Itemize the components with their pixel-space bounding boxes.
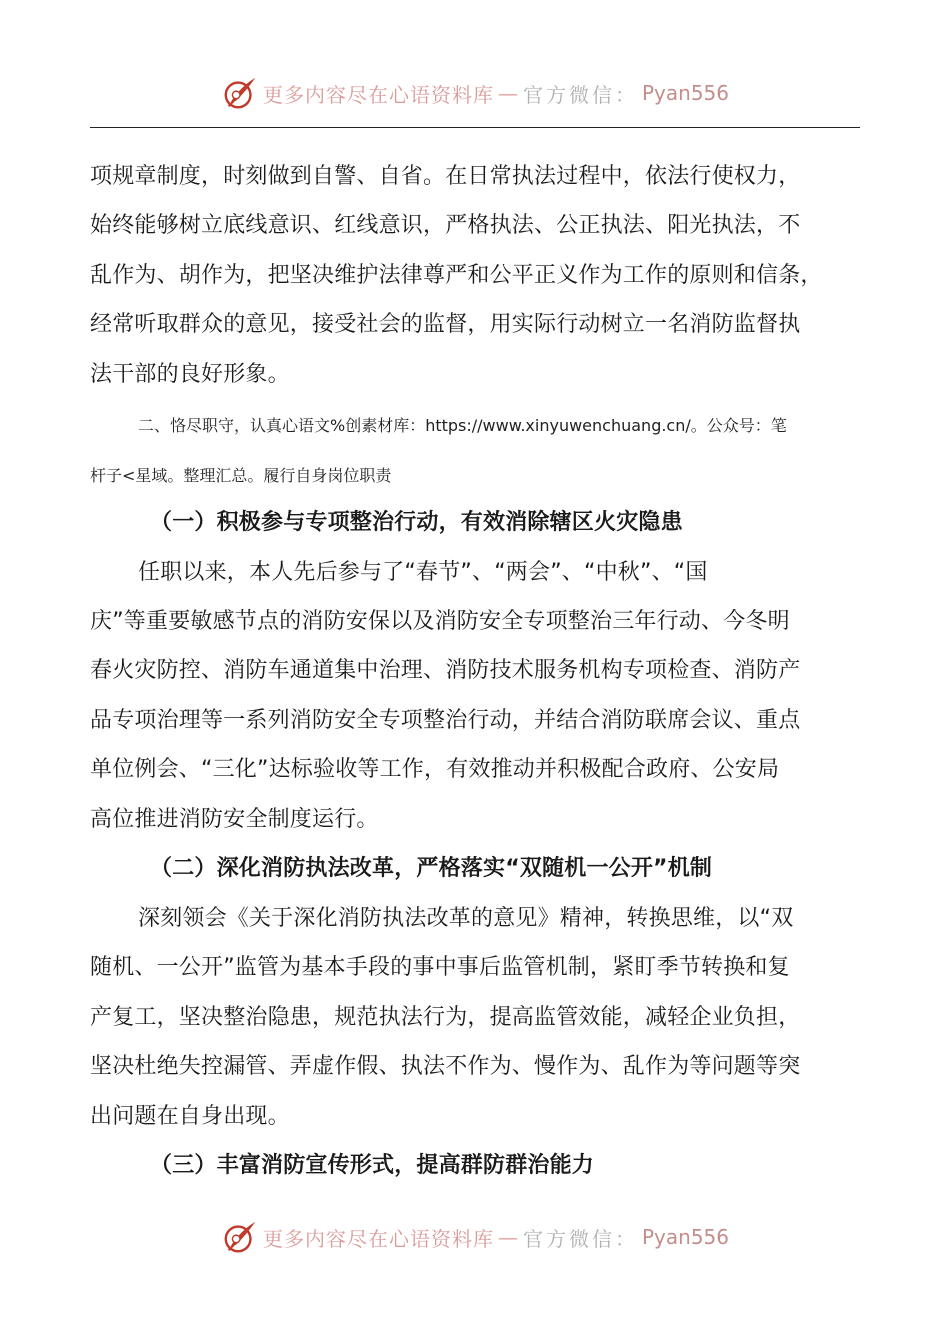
quill-pen-logo-icon <box>221 74 259 112</box>
banner-wechat-id: Pyan556 <box>641 81 729 105</box>
paragraph-line: 随机、一公开”监管为基本手段的事中事后监管机制，紧盯季节转换和复 <box>90 955 790 980</box>
paragraph-line: 产复工，坚决整治隐患，规范执法行为，提高监管效能，减轻企业负担， <box>90 1005 801 1030</box>
paragraph-line: 出问题在自身出现。 <box>90 1104 290 1129</box>
banner-dash: — <box>497 1225 519 1249</box>
paragraph-line: 深刻领会《关于深化消防执法改革的意见》精神，转换思维，以“双 <box>138 906 794 931</box>
banner-text: 更多内容尽在心语资料库 <box>262 82 494 107</box>
paragraph-line: 春火灾防控、消防车通道集中治理、消防技术服务机构专项检查、消防产 <box>90 658 801 683</box>
note-line: 二、恪尽职守，认真心语文%创素材库：https://www.xinyuwenchuang.cn/。公众号：笔 <box>138 416 787 435</box>
paragraph-line: 品专项治理等一系列消防安全专项整治行动，并结合消防联席会议、重点 <box>90 708 801 733</box>
paragraph-line: 任职以来，本人先后参与了“春节”、“两会”、“中秋”、“国 <box>138 560 708 585</box>
paragraph-line: 经常听取群众的意见，接受社会的监督，用实际行动树立一名消防监督执 <box>90 312 801 337</box>
banner-dash: — <box>497 81 519 105</box>
paragraph-line: 始终能够树立底线意识、红线意识，严格执法、公正执法、阳光执法，不 <box>90 213 801 238</box>
paragraph-line: 项规章制度，时刻做到自警、自省。在日常执法过程中，依法行使权力， <box>90 164 801 189</box>
paragraph-line: 乱作为、胡作为，把坚决维护法律尊严和公平正义作为工作的原则和信条， <box>90 263 823 288</box>
paragraph-line: 法干部的良好形象。 <box>90 362 290 387</box>
section-heading: （三）丰富消防宣传形式，提高群防群治能力 <box>150 1153 595 1178</box>
note-line: 杆子<星域。整理汇总。履行自身岗位职责 <box>90 466 392 485</box>
section-heading: （一）积极参与专项整治行动，有效消除辖区火灾隐患 <box>150 510 683 535</box>
quill-pen-logo-icon <box>221 1218 259 1256</box>
paragraph-line: 坚决杜绝失控漏管、弄虚作假、执法不作为、慢作为、乱作为等问题等突 <box>90 1054 801 1079</box>
banner-wechat-id: Pyan556 <box>641 1225 729 1249</box>
header-divider <box>90 127 860 128</box>
banner-wechat-label: 官方微信： <box>522 1226 638 1251</box>
banner-text: 更多内容尽在心语资料库 <box>262 1226 494 1251</box>
paragraph-line: 庆”等重要敏感节点的消防安保以及消防安全专项整治三年行动、今冬明 <box>90 609 790 634</box>
header-banner <box>0 70 950 116</box>
banner-wechat-label: 官方微信： <box>522 82 638 107</box>
section-heading: （二）深化消防执法改革，严格落实“双随机一公开”机制 <box>150 856 713 881</box>
paragraph-line: 高位推进消防安全制度运行。 <box>90 807 379 832</box>
paragraph-line: 单位例会、“三化”达标验收等工作，有效推动并积极配合政府、公安局 <box>90 757 780 782</box>
footer-banner <box>0 1214 950 1260</box>
